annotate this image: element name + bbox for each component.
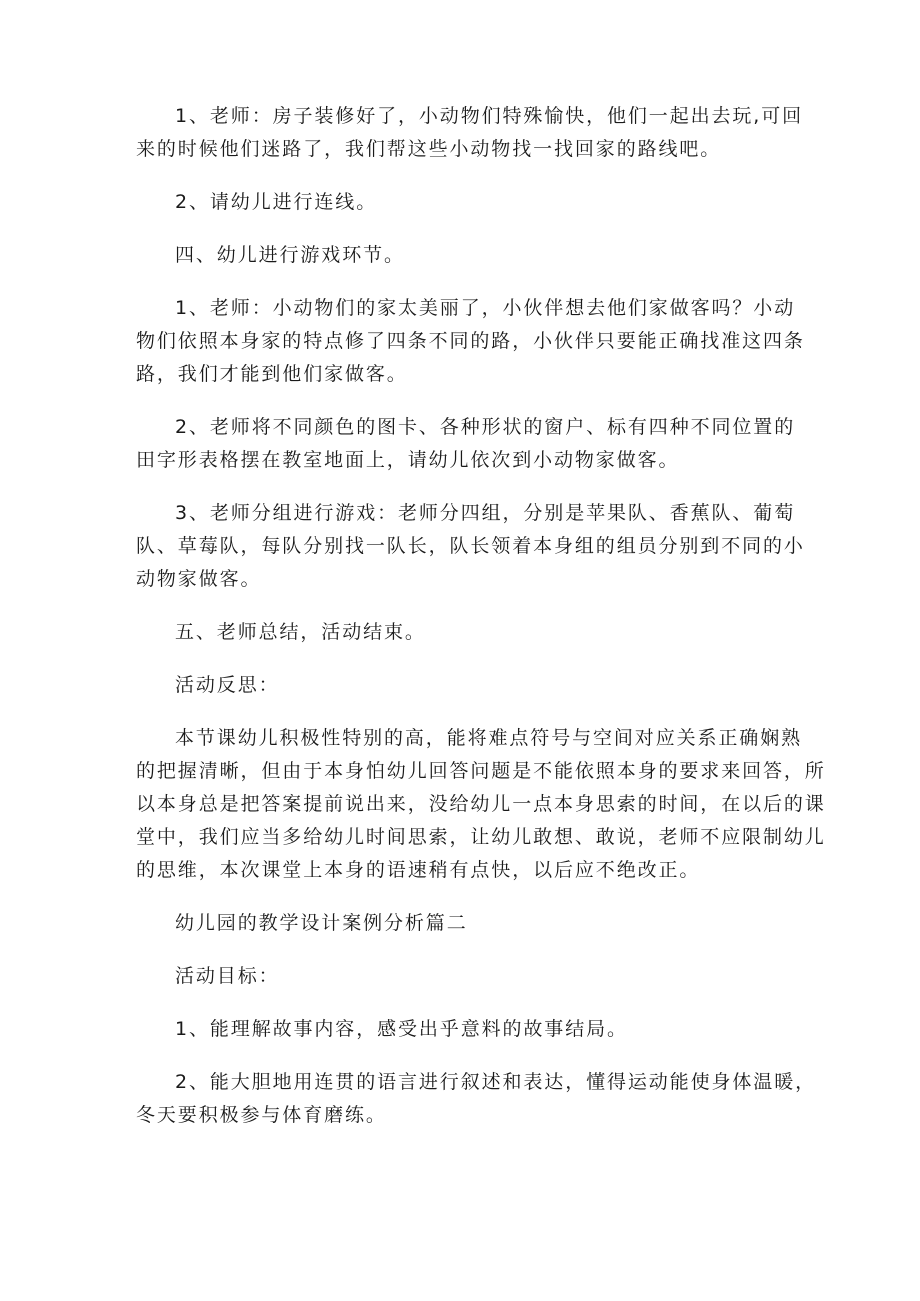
text-line: 3、老师分组进行游戏：老师分四组，分别是苹果队、香蕉队、葡萄 [175, 502, 796, 524]
text-line: 动物家做客。 [136, 568, 262, 590]
paragraph [136, 186, 804, 219]
section-heading [136, 616, 804, 649]
text-line: 1、老师：小动物们的家太美丽了，小伙伴想去他们家做客吗？小动 [175, 297, 796, 319]
paragraph [136, 1066, 816, 1132]
section-heading [136, 239, 804, 272]
text-line: 2、请幼儿进行连线。 [175, 191, 378, 213]
text-line: 四、幼儿进行游戏环节。 [175, 244, 405, 266]
text-line: 的把握清晰，但由于本身怕幼儿回答问题是不能依照本身的要求来回答，所 [136, 760, 826, 782]
text-line: 田字形表格摆在教室地面上，请幼儿依次到小动物家做客。 [136, 449, 680, 471]
text-line: 2、老师将不同颜色的图卡、各种形状的窗户、标有四种不同位置的 [175, 416, 796, 438]
text-line: 幼儿园的教学设计案例分析篇二 [175, 912, 468, 934]
text-line: 路，我们才能到他们家做客。 [136, 363, 408, 385]
paragraph [136, 497, 804, 596]
text-line: 以本身总是把答案提前说出来，没给幼儿一点本身思索的时间，在以后的课 [136, 793, 826, 815]
text-line: 队、草莓队，每队分别找一队长，队长领着本身组的组员分别到不同的小 [136, 535, 805, 557]
section-title [136, 907, 804, 940]
paragraph [136, 1013, 804, 1046]
paragraph [136, 722, 826, 887]
text-line: 活动目标： [175, 965, 280, 987]
text-line: 冬天要积极参与体育磨练。 [136, 1104, 387, 1126]
text-line: 活动反思： [175, 674, 280, 696]
text-line: 物们依照本身家的特点修了四条不同的路，小伙伴只要能正确找准这四条 [136, 330, 805, 352]
text-line: 的思维，本次课堂上本身的语速稍有点快，以后应不绝改正。 [136, 859, 701, 881]
paragraph [136, 411, 804, 477]
text-line: 堂中，我们应当多给幼儿时间思索，让幼儿敢想、敢说，老师不应限制幼儿 [136, 826, 826, 848]
text-line: 五、老师总结，活动结束。 [175, 621, 426, 643]
paragraph [136, 100, 804, 166]
section-heading [136, 960, 804, 993]
text-line: 2、能大胆地用连贯的语言进行叙述和表达，懂得运动能使身体温暖， [175, 1071, 816, 1093]
document-body [136, 100, 826, 1152]
text-line: 本节课幼儿积极性特别的高，能将难点符号与空间对应关系正确娴熟 [175, 727, 803, 749]
text-line: 来的时候他们迷路了，我们帮这些小动物找一找回家的路线吧。 [136, 138, 722, 160]
text-line: 1、老师：房子装修好了，小动物们特殊愉快，他们一起出去玩,可回 [175, 105, 804, 127]
paragraph [136, 292, 804, 391]
text-line: 1、能理解故事内容，感受出乎意料的故事结局。 [175, 1018, 628, 1040]
section-heading [136, 669, 804, 702]
